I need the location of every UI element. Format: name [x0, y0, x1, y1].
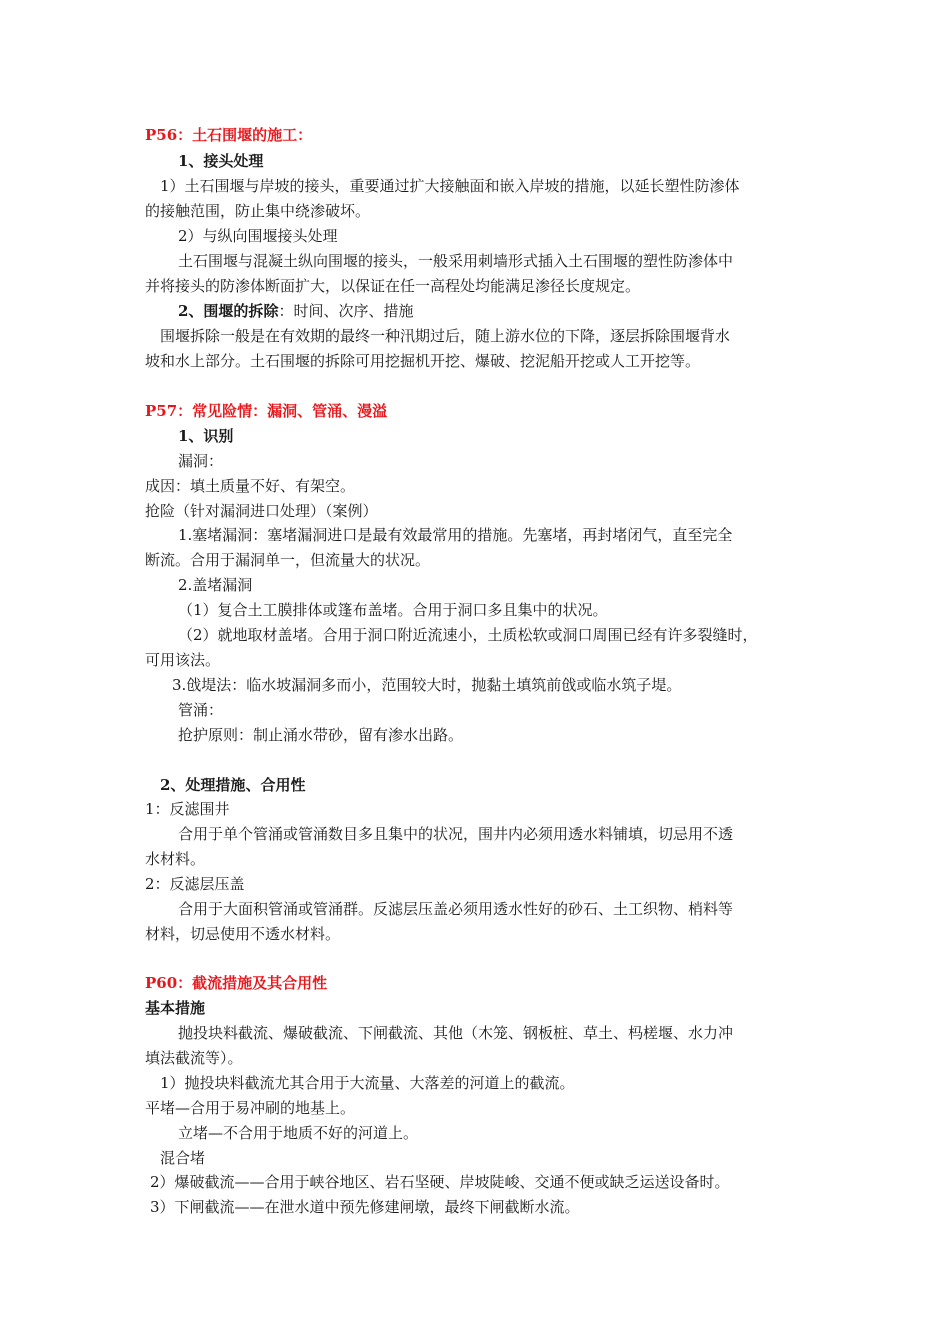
p57-line: 3.戗堤法：临水坡漏洞多而小，范围较大时，抛黏土填筑前戗或临水筑子堤。 — [172, 676, 682, 694]
p60-line: 2）爆破截流——合用于峡谷地区、岩石坚硬、岸坡陡峻、交通不便或缺乏运送设备时。 — [150, 1173, 730, 1191]
p60-line: 抛投块料截流、爆破截流、下闸截流、其他（木笼、钢板桩、草土、杩槎堰、水力冲 — [178, 1024, 734, 1042]
p56-heading-joint: 1、接头处理 — [178, 152, 264, 170]
p56-line: 1）土石围堰与岸坡的接头，重要通过扩大接触面和嵌入岸坡的措施，以延长塑性防渗体 — [160, 177, 740, 195]
p57-line: 抢险（针对漏洞进口处理）（案例） — [145, 502, 378, 520]
section-title-p56: P56：土石围堰的施工： — [145, 126, 313, 144]
p57-heading-identify: 1、识别 — [178, 427, 234, 445]
p57-line: 材料，切忌使用不透水材料。 — [145, 925, 341, 943]
p60-line: 填法截流等）。 — [145, 1049, 243, 1067]
p57-line: 管涌： — [178, 701, 224, 719]
p57-line: 2：反滤层压盖 — [145, 875, 245, 893]
p57-line: 1：反滤围井 — [145, 800, 230, 818]
p56-line: 2）与纵向围堰接头处理 — [178, 227, 338, 245]
p56-heading-removal-bold: 2、围堰的拆除 — [178, 302, 279, 320]
p56-line: 的接触范围，防止集中绕渗破坏。 — [145, 202, 371, 220]
p60-line: 平堵—合用于易冲刷的地基上。 — [145, 1099, 356, 1117]
p60-heading-basic: 基本措施 — [145, 999, 206, 1017]
p57-line: 可用该法。 — [145, 651, 221, 669]
p56-line: 土石围堰与混凝土纵向围堰的接头，一般采用刺墙形式插入土石围堰的塑性防渗体中 — [178, 252, 734, 270]
p56-heading-removal-rest: ：时间、次序、措施 — [278, 302, 414, 320]
p57-line: 漏洞： — [178, 452, 224, 470]
p56-line: 并将接头的防渗体断面扩大，以保证在任一高程处均能满足渗径长度规定。 — [145, 277, 641, 295]
p57-line: （2）就地取材盖堵。合用于洞口附近流速小，土质松软或洞口周围已经有许多裂缝时， — [178, 626, 758, 644]
p56-line: 围堰拆除一般是在有效期的最终一种汛期过后，随上游水位的下降，逐层拆除围堰背水 — [160, 327, 731, 345]
p57-line: 合用于大面积管涌或管涌群。反滤层压盖必须用透水性好的砂石、土工织物、梢料等 — [178, 900, 734, 918]
p60-line: 3）下闸截流——在泄水道中预先修建闸墩，最终下闸截断水流。 — [150, 1198, 580, 1216]
p60-line: 立堵—不合用于地质不好的河道上。 — [178, 1124, 419, 1142]
p57-line: 成因：填土质量不好、有架空。 — [145, 477, 356, 495]
p57-line: 合用于单个管涌或管涌数目多且集中的状况，围井内必须用透水料铺填，切忌用不透 — [178, 825, 734, 843]
p56-line: 坡和水上部分。土石围堰的拆除可用挖掘机开挖、爆破、挖泥船开挖或人工开挖等。 — [145, 352, 701, 370]
p57-line: 抢护原则：制止涌水带砂，留有渗水出路。 — [178, 726, 464, 744]
p57-line: 断流。合用于漏洞单一，但流量大的状况。 — [145, 551, 431, 569]
section-title-p57: P57：常见险情：漏洞、管涌、漫溢 — [145, 402, 388, 420]
p56-heading-removal — [178, 301, 413, 321]
p57-heading-measures: 2、处理措施、合用性 — [160, 776, 306, 794]
p60-line: 1）抛投块料截流尤其合用于大流量、大落差的河道上的截流。 — [160, 1074, 575, 1092]
p57-line: 水材料。 — [145, 850, 206, 868]
p57-line: （1）复合土工膜排体或篷布盖堵。合用于洞口多且集中的状况。 — [178, 601, 608, 619]
section-title-p60: P60：截流措施及其合用性 — [145, 974, 328, 992]
p60-line: 混合堵 — [160, 1149, 206, 1167]
p57-line: 1.塞堵漏洞：塞堵漏洞进口是最有效最常用的措施。先塞堵，再封堵闭气，直至完全 — [178, 526, 733, 544]
p57-line: 2.盖堵漏洞 — [178, 576, 253, 594]
